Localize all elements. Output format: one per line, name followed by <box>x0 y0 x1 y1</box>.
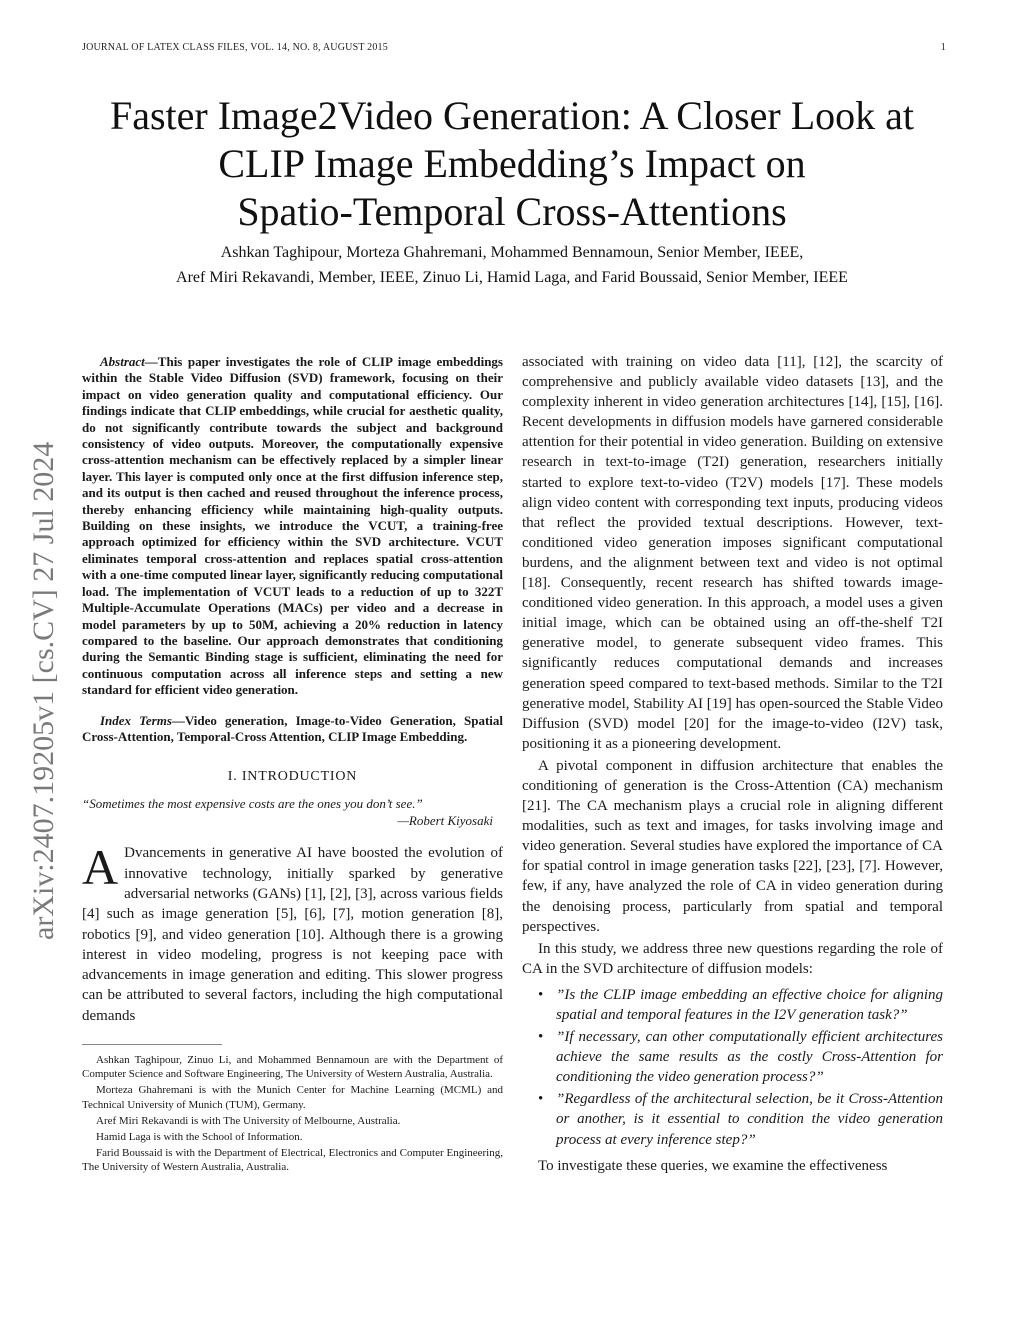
footnote: Ashkan Taghipour, Zinuo Li, and Mohammed Bennamoun are with the Department of Computer Science and Software Engineering, The University of Western Australia, Australia. <box>82 1054 503 1081</box>
running-head <box>82 42 946 58</box>
paper-title <box>60 92 964 236</box>
author-list <box>60 240 964 290</box>
body-paragraph: To investigate these queries, we examine the effectiveness <box>538 1157 888 1174</box>
research-questions <box>522 985 943 1150</box>
right-column <box>522 352 943 1176</box>
footnote-divider <box>82 1044 222 1045</box>
journal-header: JOURNAL OF LATEX CLASS FILES, VOL. 14, NO. 8, AUGUST 2015 <box>82 42 388 53</box>
footnote: Aref Miri Rekavandi is with The University of Melbourne, Australia. <box>96 1114 401 1127</box>
epigraph-author: —Robert Kiyosaki <box>397 813 493 829</box>
abstract-text: This paper investigates the role of CLIP image embeddings within the Stable Video Diffusion (SVD) framework, focusing on their impact on video generation quality and computational efficiency. Our findings indicate that CLIP embeddings, while crucial for aesthetic quality, do not significantly contribute towards the subject and background consistency of video outputs. Moreover, the computationally expensive cross-attention mechanism can be effectively replaced by a simpler linear layer. This layer is computed only once at the first diffusion inference step, and its output is then cached and reused throughout the inference process, thereby enhancing efficiency while maintaining high-quality outputs. Building on these insights, we introduce the VCUT, a training-free approach optimized for efficiency within the SVD architecture. VCUT eliminates temporal cross-attention and replaces spatial cross-attention with a one-time computed linear layer, significantly reducing computational load. The implementation of VCUT leads to a reduction of up to 322T Multiple-Accumulate Operations (MACs) per video and a decrease in model parameters by up to 50M, achieving a 20% reduction in latency compared to the baseline. Our approach demonstrates that conditioning during the Semantic Binding stage is sufficient, eliminating the need for continuous computation across all inference steps and setting a new standard for efficient video generation. <box>82 354 503 698</box>
body-paragraph: In this study, we address three new questions regarding the role of CA in the SVD architecture of diffusion models: <box>522 940 943 977</box>
title-line: Faster Image2Video Generation: A Closer Look at <box>109 93 915 138</box>
title-line: Spatio-Temporal Cross-Attentions <box>237 189 787 234</box>
abstract-label: Abstract— <box>100 354 158 369</box>
drop-cap: A <box>82 839 119 896</box>
research-question: • ”Regardless of the architectural selection, be it Cross-Attention or another, is it essential to condition the video generation process at every inference step?” <box>556 1089 943 1149</box>
body-paragraph: A pivotal component in diffusion architecture that enables the conditioning of generation is the Cross-Attention (CA) mechanism [21]. The CA mechanism plays a crucial role in aligning different modalities, such as text and images, for tasks involving image and video generation. Several studies have explored the importance of CA for spatial control in image generation tasks [22], [23], [7]. However, few, if any, have analyzed the role of CA in video generation during the denoising process, particularly from spatial and temporal perspectives. <box>522 757 943 935</box>
research-question: • ”Is the CLIP image embedding an effective choice for aligning spatial and temporal features in the I2V generation task?” <box>556 985 943 1025</box>
author-line: Ashkan Taghipour, Morteza Ghahremani, Mohammed Bennamoun, Senior Member, IEEE, <box>220 244 804 261</box>
body-paragraph: associated with training on video data [11], [12], the scarcity of comprehensive and publicly available video datasets [13], and the complexity inherent in video generation architectures [14], [15], [16]. Recent developments in diffusion models have garnered considerable attention for their potential in video generation. Building on extensive research in text-to-image (T2I) generation, researchers initially started to explore text-to-video (T2V) models [17]. These models align video content with corresponding text inputs, producing videos that reflect the provided textual descriptions. However, text-conditioned video generation imposes significant computational burdens, and the alignment between text and video is not optimal [18]. Consequently, recent research has shifted towards image-conditioned video generation. In this approach, a model uses a given initial image, which can be obtained using an off-the-shelf T2I generative model, to generate subsequent video frames. This significantly reduces computational demands and increases generation speed compared to text-based methods. Similar to the T2I generative model, Stability AI [19] has open-sourced the Stable Video Diffusion (SVD) model [20] for the image-to-video (I2V) task, positioning it as a pioneering development. <box>522 354 943 752</box>
section-heading: I. INTRODUCTION <box>227 769 358 785</box>
arxiv-identifier: arXiv:2407.19205v1 [cs.CV] 27 Jul 2024 <box>27 441 60 940</box>
abstract <box>82 354 503 699</box>
index-terms-label: Index Terms— <box>100 712 185 728</box>
intro-paragraph <box>82 839 503 1026</box>
research-question: • ”If necessary, can other computationally efficient architectures achieve the same results as the costly Cross-Attention for conditioning the video generation process?” <box>556 1027 943 1087</box>
footnote: Farid Boussaid is with the Department of Electrical, Electronics and Computer Engineering, The University of Western Australia, Australia. <box>82 1147 503 1174</box>
footnote: Hamid Laga is with the School of Information. <box>96 1131 303 1144</box>
page-number: 1 <box>940 42 946 53</box>
epigraph-quote: “Sometimes the most expensive costs are the ones you don’t see.” <box>82 796 423 812</box>
footnote: Morteza Ghahremani is with the Munich Center for Machine Learning (MCML) and Technical University of Munich (TUM), Germany. <box>82 1084 503 1111</box>
author-line: Aref Miri Rekavandi, Member, IEEE, Zinuo Li, Hamid Laga, and Farid Boussaid, Senior Member, IEEE <box>176 269 848 286</box>
index-terms-text: Video generation, Image-to-Video Generation, Spatial Cross-Attention, Temporal-Cross Attention, CLIP Image Embedding. <box>82 712 503 744</box>
intro-text: Dvancements in generative AI have boosted the evolution of innovative technology, initially sparked by generative adversarial networks (GANs) [1], [2], [3], across various fields [4] such as image generation [5], [6], [7], motion generation [8], robotics [9], and video generation [10]. Although there is a growing interest in video modeling, progress is not keeping pace with advancements in image generation and editing. This slower progress can be attributed to several factors, including the high computational demands <box>82 845 503 1024</box>
left-column <box>82 354 503 1177</box>
index-terms <box>82 713 503 746</box>
title-line: CLIP Image Embedding’s Impact on <box>218 141 806 186</box>
